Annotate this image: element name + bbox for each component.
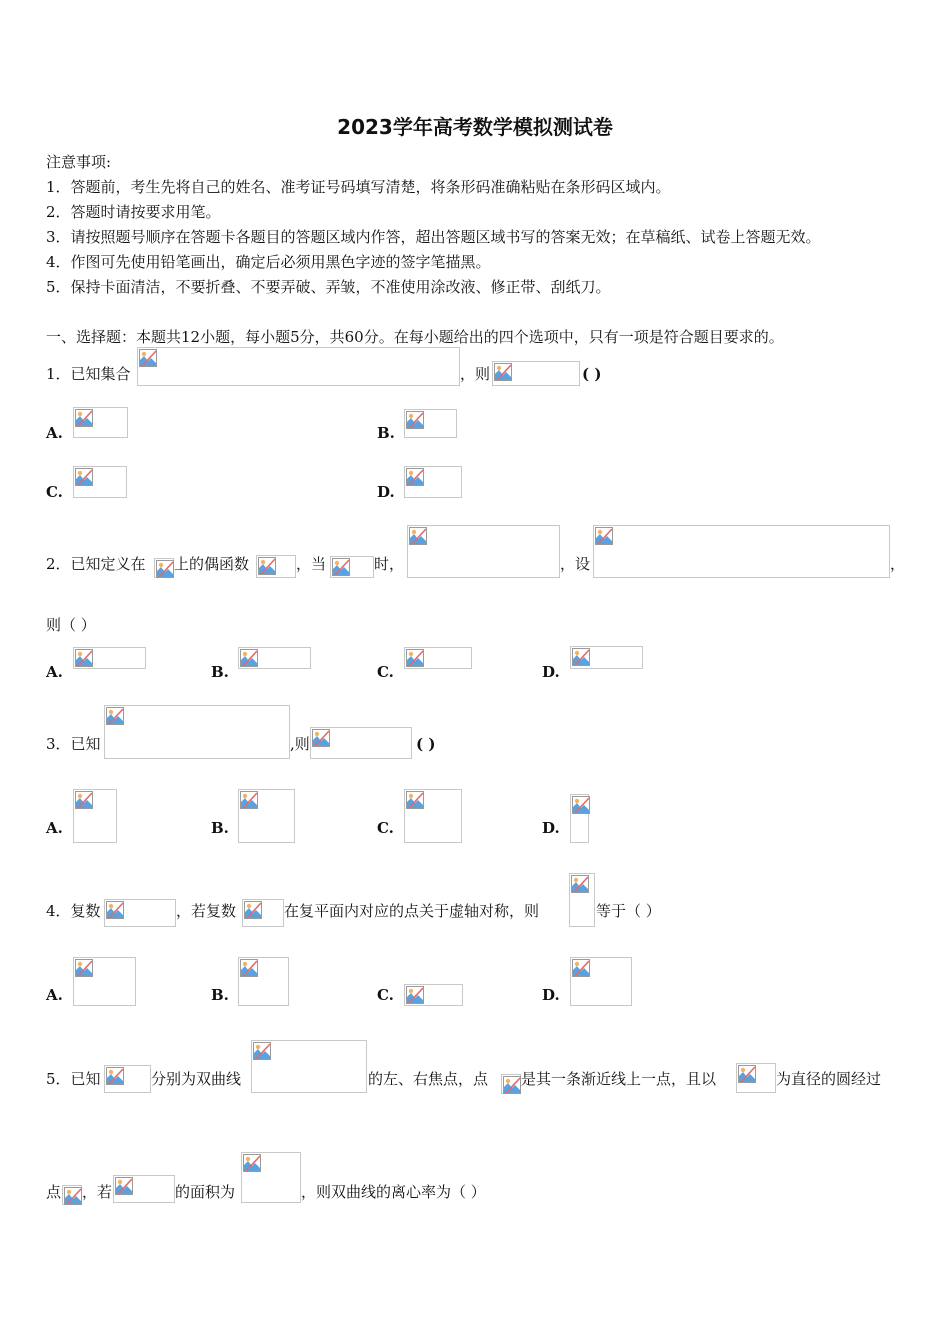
option-image — [570, 646, 643, 669]
broken-image-icon — [258, 557, 276, 575]
option-label-c: C. — [377, 819, 394, 837]
option-image — [73, 407, 128, 438]
option-label-c: C. — [377, 663, 394, 681]
option-label-d: D. — [542, 986, 560, 1004]
formula-image — [310, 727, 412, 759]
broken-image-icon — [75, 649, 93, 667]
q5-text: 的左、右焦点，点 — [368, 1070, 489, 1088]
broken-image-icon — [572, 796, 590, 814]
q2-text: 时， — [374, 555, 405, 573]
option-image — [570, 957, 632, 1006]
section-heading: 一、选择题：本题共12小题，每小题5分，共60分。在每小题给出的四个选项中，只有一项是符合题目要求的。 — [46, 328, 784, 346]
broken-image-icon — [738, 1065, 756, 1083]
q5-text: 5．已知 — [46, 1070, 101, 1088]
broken-image-icon — [240, 649, 258, 667]
broken-image-icon — [253, 1042, 271, 1060]
notice-heading: 注意事项: — [46, 153, 112, 171]
formula-image — [241, 1152, 301, 1203]
option-label-a: A. — [46, 819, 63, 837]
notice-item: 5．保持卡面清洁，不要折叠、不要弄破、弄皱，不准使用涂改液、修正带、刮纸刀。 — [46, 278, 611, 296]
option-image — [238, 789, 295, 843]
formula-image — [736, 1063, 776, 1093]
broken-image-icon — [244, 901, 262, 919]
option-image — [404, 984, 463, 1006]
q2-text: ， — [890, 555, 906, 573]
broken-image-icon — [409, 527, 427, 545]
formula-image — [113, 1175, 175, 1203]
formula-image — [62, 1185, 82, 1205]
q1-text: 1．已知集合 — [46, 365, 131, 383]
q1-text: ( ) — [582, 365, 602, 383]
q2-text: ，当 — [296, 555, 327, 573]
broken-image-icon — [572, 648, 590, 666]
option-label-d: D. — [542, 663, 560, 681]
broken-image-icon — [406, 411, 424, 429]
q1-text: ，则 — [460, 365, 491, 383]
option-image — [570, 794, 589, 843]
q2-text: ，设 — [560, 555, 591, 573]
option-label-b: B. — [211, 819, 229, 837]
q5-text: ，若 — [82, 1183, 113, 1201]
broken-image-icon — [494, 363, 512, 381]
broken-image-icon — [75, 468, 93, 486]
q5-text: ，则双曲线的离心率为（ ） — [301, 1183, 486, 1201]
option-image — [404, 466, 462, 498]
notice-item: 1．答题前，考生先将自己的姓名、准考证号码填写清楚，将条形码准确粘贴在条形码区域内。 — [46, 178, 671, 196]
broken-image-icon — [240, 791, 258, 809]
option-image — [73, 466, 127, 498]
broken-image-icon — [243, 1154, 261, 1172]
broken-image-icon — [503, 1076, 521, 1094]
option-label-c: C. — [377, 986, 394, 1004]
option-label-b: B. — [211, 663, 229, 681]
formula-image — [137, 347, 460, 386]
option-image — [73, 647, 146, 669]
formula-image — [501, 1074, 521, 1094]
q5-text: 点 — [46, 1183, 62, 1201]
option-label-b: B. — [211, 986, 229, 1004]
broken-image-icon — [572, 959, 590, 977]
broken-image-icon — [240, 959, 258, 977]
notice-item: 3．请按照题号顺序在答题卡各题目的答题区域内作答，超出答题区域书写的答案无效；在草稿纸、试卷上答题无效。 — [46, 228, 821, 246]
formula-image — [104, 705, 290, 759]
formula-image — [593, 525, 890, 578]
formula-image — [407, 525, 560, 578]
formula-image — [492, 361, 580, 386]
q2-text: 则（ ） — [46, 616, 96, 634]
broken-image-icon — [75, 791, 93, 809]
q3-text: 3．已知 — [46, 735, 101, 753]
q5-text: 是其一条渐近线上一点，且以 — [521, 1070, 717, 1088]
q4-text: 等于（ ） — [596, 902, 661, 920]
broken-image-icon — [115, 1177, 133, 1195]
option-label-d: D. — [377, 483, 395, 501]
formula-image — [569, 873, 595, 927]
formula-image — [330, 556, 374, 578]
option-image — [404, 409, 457, 438]
broken-image-icon — [75, 409, 93, 427]
broken-image-icon — [406, 649, 424, 667]
broken-image-icon — [406, 986, 424, 1004]
option-label-c: C. — [46, 483, 63, 501]
broken-image-icon — [106, 901, 124, 919]
option-image — [404, 789, 462, 843]
option-image — [238, 647, 311, 669]
broken-image-icon — [406, 791, 424, 809]
page-title: 2023学年高考数学模拟测试卷 — [337, 115, 613, 139]
option-image — [73, 957, 136, 1006]
q2-text: 上的偶函数 — [174, 555, 250, 573]
broken-image-icon — [75, 959, 93, 977]
option-label-b: B. — [377, 424, 395, 442]
option-label-a: A. — [46, 663, 63, 681]
broken-image-icon — [156, 560, 174, 578]
broken-image-icon — [571, 875, 589, 893]
option-label-d: D. — [542, 819, 560, 837]
formula-image — [154, 558, 174, 578]
q3-text: ( ) — [416, 735, 436, 753]
option-image — [73, 789, 117, 843]
q4-text: ，若复数 — [176, 902, 237, 920]
q4-text: 在复平面内对应的点关于虚轴对称，则 — [284, 902, 540, 920]
q3-text: ,则 — [290, 735, 310, 753]
broken-image-icon — [64, 1187, 82, 1205]
broken-image-icon — [595, 527, 613, 545]
broken-image-icon — [312, 729, 330, 747]
formula-image — [256, 555, 296, 578]
broken-image-icon — [406, 468, 424, 486]
q2-text: 2．已知定义在 — [46, 555, 146, 573]
broken-image-icon — [106, 707, 124, 725]
formula-image — [242, 899, 284, 927]
q5-text: 分别为双曲线 — [151, 1070, 242, 1088]
option-image — [238, 957, 289, 1006]
broken-image-icon — [139, 349, 157, 367]
notice-item: 2．答题时请按要求用笔。 — [46, 203, 221, 221]
option-label-a: A. — [46, 424, 63, 442]
broken-image-icon — [332, 558, 350, 576]
option-label-a: A. — [46, 986, 63, 1004]
formula-image — [104, 899, 176, 927]
q5-text: 的面积为 — [175, 1183, 236, 1201]
formula-image — [251, 1040, 367, 1093]
option-image — [404, 647, 472, 669]
q5-text: 为直径的圆经过 — [776, 1070, 882, 1088]
q4-text: 4．复数 — [46, 902, 101, 920]
formula-image — [104, 1065, 151, 1093]
notice-item: 4．作图可先使用铅笔画出，确定后必须用黑色字迹的签字笔描黑。 — [46, 253, 491, 271]
broken-image-icon — [106, 1067, 124, 1085]
